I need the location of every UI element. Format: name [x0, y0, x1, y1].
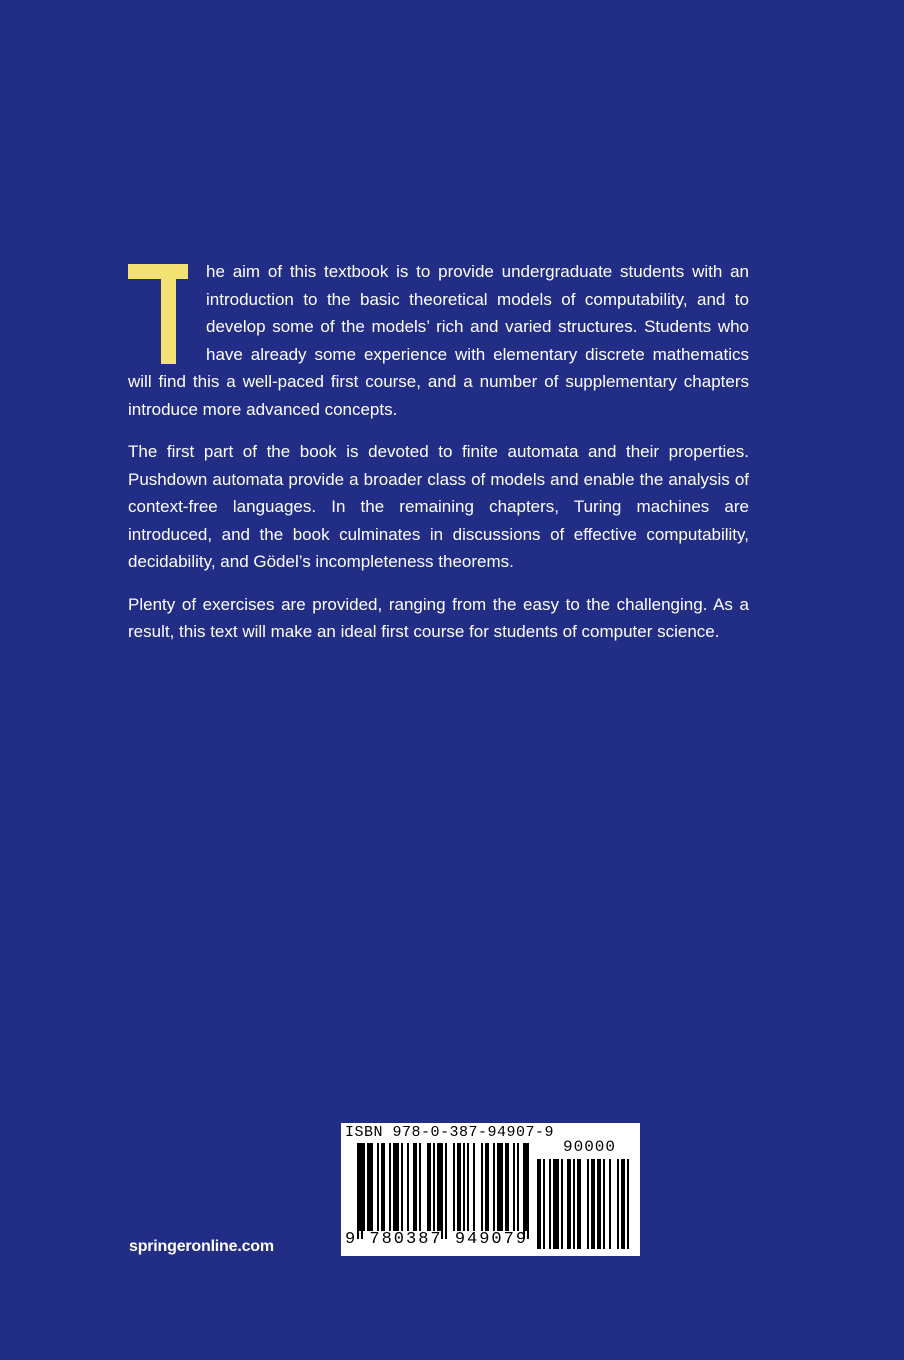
barcode-bar — [485, 1143, 489, 1231]
barcode-bar — [437, 1143, 441, 1231]
barcode-bar — [481, 1143, 483, 1231]
barcode-bar — [473, 1143, 475, 1231]
barcode-bar — [367, 1143, 373, 1231]
barcode-bar — [525, 1143, 527, 1231]
barcode-bar — [427, 1143, 431, 1231]
barcode-bar — [401, 1143, 403, 1231]
barcode-bar — [591, 1159, 595, 1249]
blurb-text-1: he aim of this textbook is to provide undergraduate students with an introduction to the basic theoretical models of computability, and to develop some of the models’ rich and varied structures. Students who have already some experience with elementary discrete mathematics will find this a well-paced first course, and a number of supplementary chapters introduce more advanced concepts. — [128, 262, 749, 419]
barcode-bar — [587, 1159, 589, 1249]
back-cover-blurb — [128, 258, 749, 661]
barcode-bar — [627, 1159, 629, 1249]
barcode-bar — [617, 1159, 619, 1249]
barcode-bar — [573, 1159, 575, 1249]
barcode-bar — [505, 1143, 509, 1231]
barcode-bar — [377, 1143, 379, 1231]
barcode-bar — [561, 1159, 563, 1249]
publisher-website: springeronline.com — [129, 1238, 274, 1255]
barcode-bar — [517, 1143, 519, 1231]
blurb-paragraph-3: Plenty of exercises are provided, ranging from the easy to the challenging. As a result, this text will make an ideal first course for students of computer science. — [128, 594, 749, 641]
barcode-bar — [413, 1143, 417, 1231]
barcode-bar — [441, 1143, 443, 1239]
barcode-bar — [603, 1159, 605, 1249]
barcode-bar — [527, 1143, 529, 1239]
barcode-bar — [597, 1159, 601, 1249]
barcode-bar — [393, 1143, 399, 1231]
barcode-bar — [453, 1143, 455, 1231]
barcode-bar — [523, 1143, 525, 1239]
barcode-bar — [493, 1143, 495, 1231]
barcode-bar — [467, 1143, 469, 1231]
barcode-bar — [419, 1143, 421, 1231]
barcode-bar — [549, 1159, 551, 1249]
barcode-bar — [363, 1143, 365, 1231]
barcode-bar — [543, 1159, 545, 1249]
isbn-number: ISBN 978-0-387-94907-9 — [345, 1124, 555, 1141]
barcode-bar — [445, 1143, 447, 1239]
barcode-bar — [357, 1143, 359, 1239]
barcode-bar — [567, 1159, 571, 1249]
blurb-paragraph-2: The first part of the book is devoted to finite automata and their properties. Pushdown automata provide a broader class of models and enable the analysis of context-free languages. In the remaining chapters, Turing machines are introduced, and the book culminates in discussions of effective computability, decidability, and Gödel’s incompleteness theorems. — [128, 442, 749, 571]
isbn-barcode — [341, 1123, 640, 1256]
drop-cap — [128, 264, 188, 364]
barcode-bar — [389, 1143, 391, 1231]
price-code: 90000 — [563, 1138, 617, 1156]
barcode-bar — [621, 1159, 625, 1249]
barcode-bar — [513, 1143, 515, 1231]
barcode-bar — [407, 1143, 409, 1231]
barcode-bar — [433, 1143, 435, 1231]
barcode-bar — [381, 1143, 385, 1231]
barcode-bar — [553, 1159, 559, 1249]
barcode-bar — [361, 1143, 363, 1239]
ean-number: 9 780387 949079 — [345, 1230, 529, 1249]
barcode-bar — [537, 1159, 541, 1249]
barcode-bar — [457, 1143, 461, 1231]
barcode-bar — [463, 1143, 465, 1231]
barcode-bar — [609, 1159, 611, 1249]
barcode-bar — [577, 1159, 581, 1249]
barcode-bar — [497, 1143, 503, 1231]
blurb-paragraph-1 — [128, 258, 749, 423]
